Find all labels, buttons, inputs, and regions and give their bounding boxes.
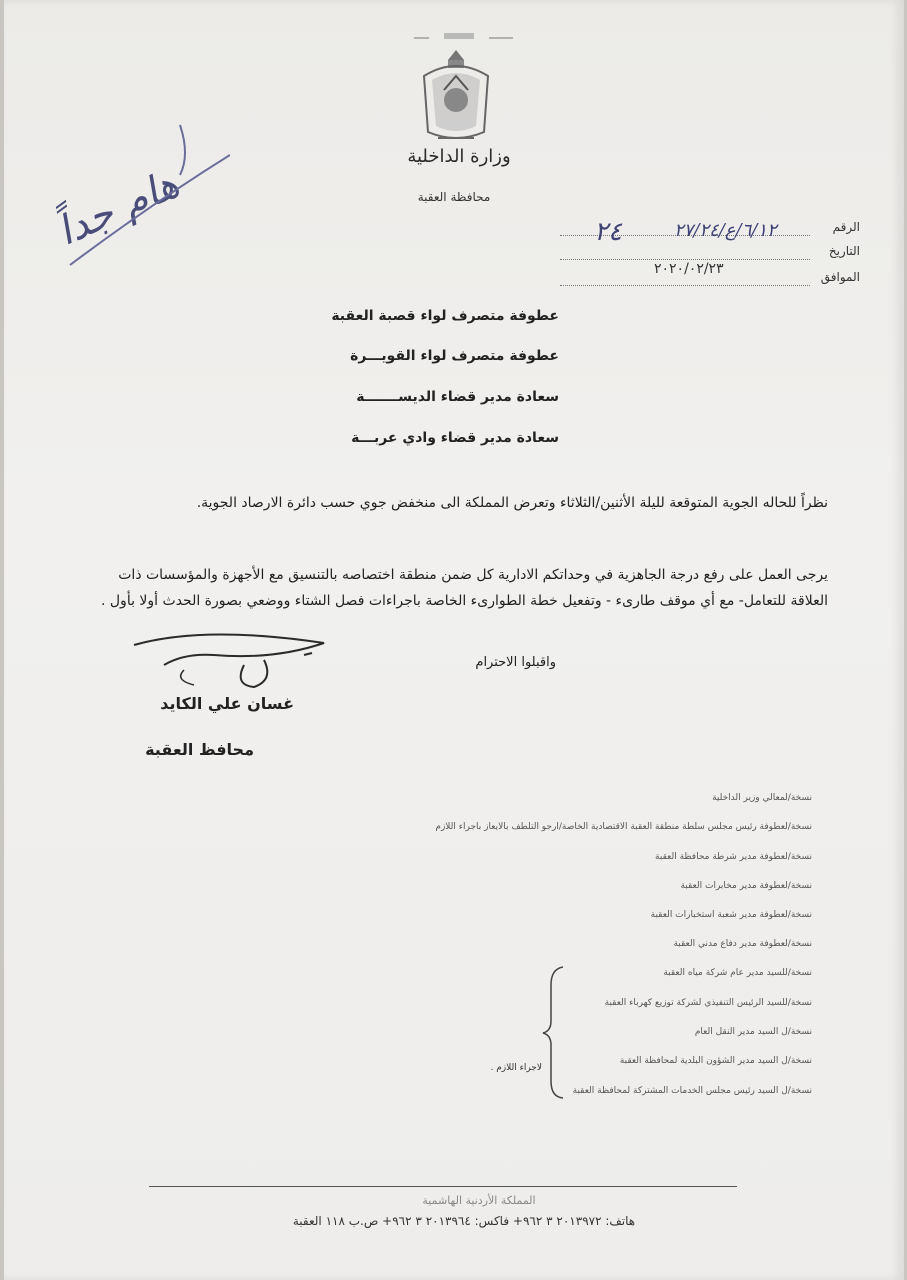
handwritten-note xyxy=(30,115,230,275)
number-label: الرقم xyxy=(832,220,860,234)
addressee: سعادة مدير قضاء الديســـــــة xyxy=(356,389,559,405)
cc-item: نسخة/للسيد الرئيس التنفيذي لشركة توزيع كهرباء العقبة xyxy=(604,998,812,1008)
body-paragraph-1: نظراً للحاله الجوية المتوقعة لليلة الأثنين/الثلاثاء وتعرض المملكة الى منخفض جوي حسب دائرة الارصاد الجوية. xyxy=(196,495,828,511)
reference-suffix: ٢٤ xyxy=(594,217,622,247)
ministry-name: وزارة الداخلية xyxy=(407,146,511,167)
cc-action-note: لاجراء اللازم . xyxy=(490,1063,542,1073)
cc-item: نسخة/ل السيد رئيس مجلس الخدمات المشتركة لمحافظة العقبة xyxy=(572,1086,812,1096)
cc-item: نسخة/لمعالي وزير الداخلية xyxy=(712,793,812,803)
governorate-name: محافظة العقبة xyxy=(417,190,491,204)
date-label: التاريخ xyxy=(828,244,860,258)
addressee: عطوفة متصرف لواء قصبة العقبة xyxy=(331,308,559,324)
corresponding-line xyxy=(560,285,810,286)
letter-page xyxy=(4,0,904,1280)
addressee: عطوفة متصرف لواء القويـــرة xyxy=(350,348,559,364)
reference-number: ٦/١٢/ع/٢٧/٢٤ xyxy=(674,220,777,241)
royal-header-mark xyxy=(409,26,519,36)
date-line xyxy=(560,259,810,260)
footer-kingdom: المملكة الأردنية الهاشمية xyxy=(422,1194,536,1207)
footer-contact: هاتف: ٢٠١٣٩٧٢ ٣ ٩٦٢+ فاكس: ٢٠١٣٩٦٤ ٣ ٩٦٢+ ص.ب ١١٨ العقبة xyxy=(292,1214,636,1228)
closing-line: واقبلوا الاحترام xyxy=(475,655,556,670)
cc-item: نسخة/ل السيد مدير الشؤون البلدية لمحافظة العقبة xyxy=(619,1056,812,1066)
footer-divider xyxy=(149,1186,737,1187)
cc-item: نسخة/لعطوفة مدير دفاع مدني العقبة xyxy=(673,939,812,949)
signatory-title: محافظ العقبة xyxy=(145,740,254,759)
cc-item: نسخة/لعطوفة مدير شرطة محافظة العقبة xyxy=(655,852,812,862)
corresponding-label: الموافق xyxy=(820,270,860,284)
cc-item: نسخة/ل السيد مدير النقل العام xyxy=(694,1027,812,1037)
body-paragraph-2: يرجى العمل على رفع درجة الجاهزية في وحداتكم الادارية كل ضمن منطقة اختصاصه بالتنسيق مع الأجهزة والمؤسسات ذات العلاقة للتعامل- مع أي موقف طارىء - وتفعيل خطة الطوارىء الخاصة باجراءات فصل الشتاء ووضعي بصورة الحدث أولا بأول . xyxy=(100,567,828,609)
cc-item: نسخة/لعطوفة رئيس مجلس سلطة منطقة العقبة الاقتصادية الخاصة/ارجو التلطف بالايعاز باجراء اللازم xyxy=(435,822,812,832)
cc-item: نسخة/لعطوفة مدير مخابرات العقبة xyxy=(680,881,812,891)
coat-of-arms-icon xyxy=(418,46,494,146)
handwritten-note-text: هام جداً xyxy=(50,161,186,255)
handwritten-signature xyxy=(124,625,354,700)
cc-item: نسخة/لعطوفة مدير شعبة استخبارات العقبة xyxy=(650,910,812,920)
brace-bracket xyxy=(539,965,567,1100)
date-value: ٢٠٢٠/٠٢/٢٣ xyxy=(654,261,724,277)
addressee: سعادة مدير قضاء وادي عربـــة xyxy=(351,430,559,446)
signatory-name: غسان علي الكايد xyxy=(160,694,294,713)
cc-item: نسخة/للسيد مدير عام شركة مياه العقبة xyxy=(663,968,812,978)
